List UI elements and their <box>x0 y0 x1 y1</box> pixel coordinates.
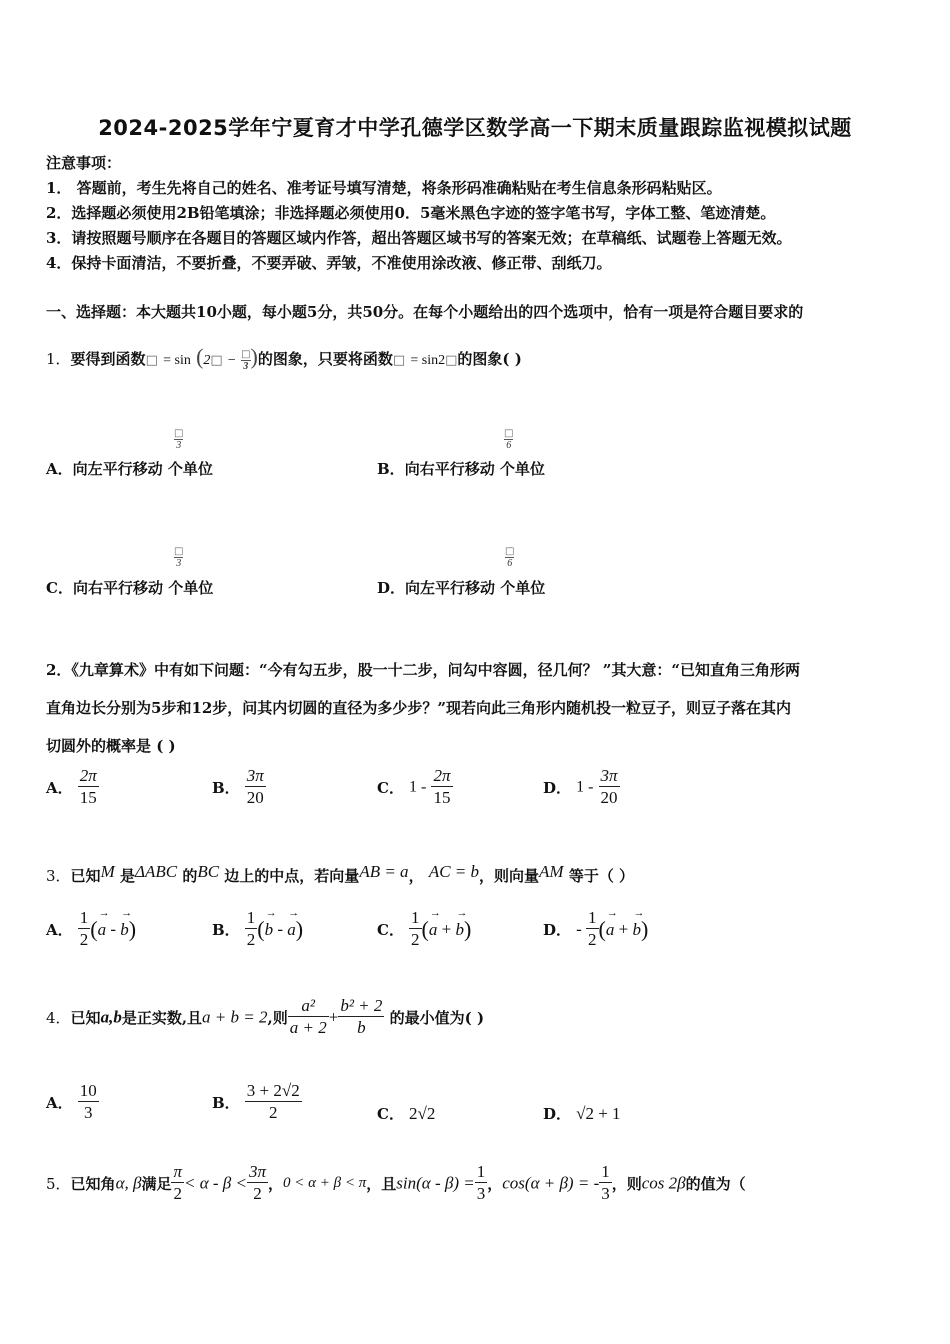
notice-item-3: 3．请按照题号顺序在各题目的答题区域内作答，超出答题区域书写的答案无效；在草稿纸、试题卷上答题无效。 <box>46 229 792 247</box>
option-c-shift-fraction: □ 3 <box>174 546 184 569</box>
q4-option-a[interactable]: A． $\frac{10}{3}$ <box>46 1081 97 1122</box>
q1-option-a[interactable]: A．向左平行移动 个单位 <box>46 460 213 478</box>
question-2-line-1: 2．《九章算术》中有如下问题：“今有勾五步，股一十二步，问勾中容圆，径几何？ ”其大意：“已知直角三角形两 <box>46 661 801 679</box>
option-a-shift-fraction: □ 3 <box>174 428 184 451</box>
option-b-shift-fraction: □ 6 <box>504 428 514 451</box>
q2-option-c[interactable]: C． 1 - $\frac{2\pi}{15}$ <box>377 766 451 807</box>
question-2-line-3: 切圆外的概率是 ( ) <box>46 737 176 755</box>
notice-item-2: 2．选择题必须使用2B铅笔填涂；非选择题必须使用0．5毫米黑色字迹的签字笔书写，字体工整、笔迹清楚。 <box>46 204 776 222</box>
question-2-line-2: 直角边长分别为5步和12步，问其内切圆的直径为多少步？”现若向此三角形内随机投一粒豆子，则豆子落在其内 <box>46 699 791 717</box>
q2-option-a[interactable]: A． $\frac{2\pi}{15}$ <box>46 766 97 807</box>
q3-option-a[interactable]: A． $\frac{1}{2}$ (→ a - → b) <box>46 908 136 951</box>
q4-option-d[interactable]: D． √2 + 1 <box>543 1104 621 1123</box>
q1-option-b[interactable]: B．向右平行移动 个单位 <box>377 460 545 478</box>
q1-option-c[interactable]: C．向右平行移动 个单位 <box>46 579 214 597</box>
placeholder-glyph: □ <box>145 353 158 368</box>
question-3: 3．已知M 是ΔABC 的BC 边上的中点，若向量AB = a， AC = b，则向量AM 等于（ ） <box>46 862 635 885</box>
question-4: 4．已知a,b是正实数,且a + b = 2,则 $\frac{\text{a²}}{a + 2}$ + $\frac{\text{b² + 2}}{b}$ 的最小值为( ) <box>46 996 485 1037</box>
q3-option-b[interactable]: B． $\frac{1}{2}$ (→ b - → a) <box>212 908 303 951</box>
q2-option-d[interactable]: D． 1 - $\frac{3\pi}{20}$ <box>543 766 618 807</box>
notice-heading: 注意事项： <box>46 154 122 172</box>
page-title: 2024-2025学年宁夏育才中学孔德学区数学高一下期末质量跟踪监视模拟试题 <box>98 116 852 140</box>
q2-option-b[interactable]: B． $\frac{3\pi}{20}$ <box>212 766 264 807</box>
q3-option-c[interactable]: C． $\frac{1}{2}$ (→ a + → b) <box>377 908 471 951</box>
question-5: 5．已知角α, β满足 $\frac{\pi}{2}$ < α - β < $\frac{3\pi}{2}$ ，0 < α + β < π，且sin(α - β) = $\frac{1}{3}$ ，cos(α + β) = - $\frac{1}{3}$ ，则cos 2β的值为（ <box>46 1162 746 1203</box>
q3-option-d[interactable]: D． - $\frac{1}{2}$ (→ a + → b) <box>543 908 648 951</box>
notice-item-1: 1． 答题前，考生先将自己的姓名、准考证号填写清楚，将条形码准确粘贴在考生信息条形码粘贴区。 <box>46 179 722 197</box>
q4-option-c[interactable]: C． 2√2 <box>377 1104 436 1123</box>
question-number: 1． <box>46 350 71 368</box>
q1-option-d[interactable]: D．向左平行移动 个单位 <box>377 579 546 597</box>
question-1: 1．要得到函数□ = sin (2□ − □ 3 )的图象，只要将函数□ = sin2□的图象( ) <box>46 344 522 372</box>
option-d-shift-fraction: □ 6 <box>505 546 515 569</box>
q4-option-b[interactable]: B． $\frac{3 + 2√2}{2}$ <box>212 1081 300 1122</box>
notice-item-4: 4．保持卡面清洁，不要折叠，不要弄破、弄皱，不准使用涂改液、修正带、刮纸刀。 <box>46 254 612 272</box>
section-heading: 一、选择题：本大题共10小题，每小题5分，共50分。在每个小题给出的四个选项中，恰有一项是符合题目要求的 <box>46 303 804 321</box>
